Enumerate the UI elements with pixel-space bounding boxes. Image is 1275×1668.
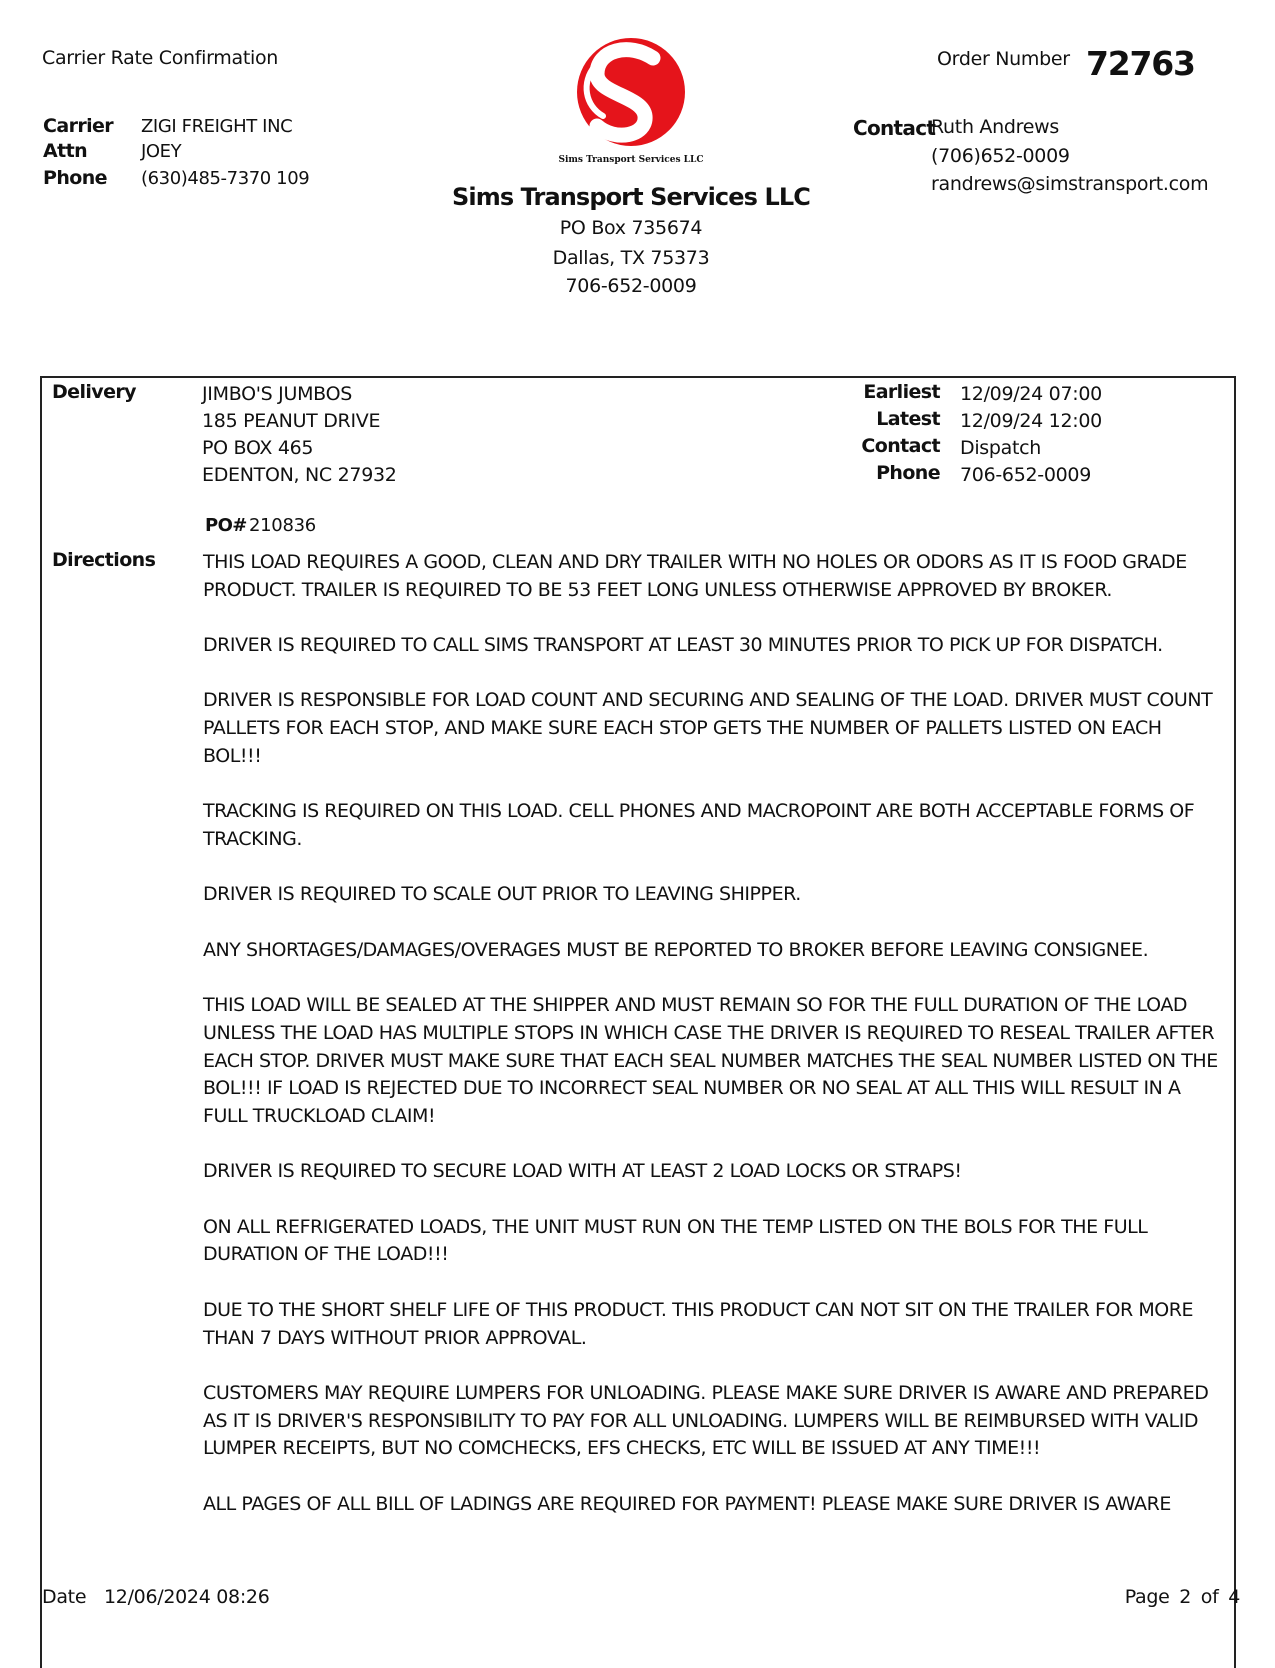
page-number: Page 2 of 4 — [1124, 1586, 1240, 1608]
delivery-contact-label: Contact — [861, 435, 940, 457]
delivery-name: JIMBO'S JUMBOS — [202, 383, 352, 405]
latest-time: 12/09/24 12:00 — [960, 410, 1102, 432]
carrier-phone-label: Phone — [43, 167, 107, 189]
delivery-address-line3: EDENTON, NC 27932 — [202, 464, 397, 486]
delivery-phone-label: Phone — [876, 462, 940, 484]
directions-paragraph: THIS LOAD WILL BE SEALED AT THE SHIPPER AND MUST REMAIN SO FOR THE FULL DURATION OF THE LOAD UNLESS THE LOAD HAS MULTIPLE STOPS IN WHICH CASE THE DRIVER IS REQUIRED TO RESEAL TRAILER AFTER EACH STOP. DRIVER MUST MAKE SURE THAT EACH SEAL NUMBER MATCHES THE SEAL NUMBER LISTED ON THE BOL!!! IF LOAD IS REJECTED DUE TO INCORRECT SEAL NUMBER OR NO SEAL AT ALL THIS WILL RESULT IN A FULL TRUCKLOAD CLAIM! — [203, 994, 1218, 1127]
carrier-phone: (630)485-7370 109 — [141, 168, 310, 189]
directions-paragraph: DUE TO THE SHORT SHELF LIFE OF THIS PRODUCT. THIS PRODUCT CAN NOT SIT ON THE TRAILER FOR MORE THAN 7 DAYS WITHOUT PRIOR APPROVAL. — [203, 1298, 1194, 1349]
company-name: Sims Transport Services LLC — [452, 183, 810, 211]
order-number: 72763 — [1086, 44, 1195, 83]
footer-date: 12/06/2024 08:26 — [104, 1586, 270, 1608]
directions-paragraph: CUSTOMERS MAY REQUIRE LUMPERS FOR UNLOADING. PLEASE MAKE SURE DRIVER IS AWARE AND PREPARED AS IT IS DRIVER'S RESPONSIBILITY TO PAY FOR ALL UNLOADING. LUMPERS WILL BE REIMBURSED WITH VALID LUMPER RECEIPTS, BUT NO COMCHECKS, EFS CHECKS, ETC WILL BE ISSUED AT ANY TIME!!! — [203, 1381, 1209, 1460]
po-label: PO# — [205, 515, 247, 536]
directions-paragraph: DRIVER IS REQUIRED TO CALL SIMS TRANSPORT AT LEAST 30 MINUTES PRIOR TO PICK UP FOR DISPATCH. — [203, 634, 1163, 657]
delivery-phone: 706-652-0009 — [960, 464, 1091, 486]
directions-paragraph: TRACKING IS REQUIRED ON THIS LOAD. CELL PHONES AND MACROPOINT ARE BOTH ACCEPTABLE FORMS OF TRACKING. — [203, 800, 1195, 850]
attn-label: Attn — [43, 140, 87, 162]
logo-mark — [577, 38, 685, 146]
company-address-line1: PO Box 735674 — [559, 217, 703, 239]
company-logo — [551, 36, 711, 168]
order-number-label: Order Number — [937, 48, 1070, 70]
latest-label: Latest — [876, 408, 940, 430]
carrier-label: Carrier — [43, 115, 114, 137]
delivery-label: Delivery — [52, 381, 136, 403]
logo-text: Sims Transport Services LLC — [558, 155, 704, 165]
company-address-line2: Dallas, TX 75373 — [552, 247, 710, 269]
directions-text — [203, 549, 1223, 1546]
directions-paragraph: ON ALL REFRIGERATED LOADS, THE UNIT MUST RUN ON THE TEMP LISTED ON THE BOLS FOR THE FULL DURATION OF THE LOAD!!! — [203, 1215, 1148, 1266]
directions-paragraph: ANY SHORTAGES/DAMAGES/OVERAGES MUST BE REPORTED TO BROKER BEFORE LEAVING CONSIGNEE. — [203, 938, 1149, 961]
attn-name: JOEY — [141, 141, 182, 162]
directions-paragraph: DRIVER IS REQUIRED TO SCALE OUT PRIOR TO LEAVING SHIPPER. — [203, 883, 801, 906]
directions-paragraph: THIS LOAD REQUIRES A GOOD, CLEAN AND DRY TRAILER WITH NO HOLES OR ODORS AS IT IS FOOD GRADE PRODUCT. TRAILER IS REQUIRED TO BE 53 FEET LONG UNLESS OTHERWISE APPROVED BY BROKER. — [203, 551, 1187, 601]
earliest-label: Earliest — [863, 381, 940, 403]
carrier-name: ZIGI FREIGHT INC — [141, 116, 293, 137]
contact-label: Contact — [853, 116, 936, 140]
directions-label: Directions — [52, 549, 156, 571]
directions-paragraph: ALL PAGES OF ALL BILL OF LADINGS ARE REQUIRED FOR PAYMENT! PLEASE MAKE SURE DRIVER IS AWARE — [203, 1492, 1171, 1515]
directions-paragraph: DRIVER IS REQUIRED TO SECURE LOAD WITH AT LEAST 2 LOAD LOCKS OR STRAPS! — [203, 1160, 962, 1183]
document-title: Carrier Rate Confirmation — [42, 47, 279, 69]
contact-email[interactable]: randrews@simstransport.com — [931, 173, 1209, 195]
contact-phone: (706)652-0009 — [931, 145, 1070, 167]
delivery-address-line1: 185 PEANUT DRIVE — [202, 410, 381, 432]
po-number: 210836 — [249, 515, 316, 536]
directions-paragraph: DRIVER IS RESPONSIBLE FOR LOAD COUNT AND SECURING AND SEALING OF THE LOAD. DRIVER MUST COUNT PALLETS FOR EACH STOP, AND MAKE SURE EACH STOP GETS THE NUMBER OF PALLETS LISTED ON EACH BOL!!! — [203, 689, 1213, 767]
contact-name: Ruth Andrews — [931, 116, 1059, 138]
earliest-time: 12/09/24 07:00 — [960, 383, 1102, 405]
delivery-address-line2: PO BOX 465 — [202, 437, 314, 459]
footer-date-label: Date — [42, 1586, 87, 1608]
company-phone: 706-652-0009 — [565, 275, 697, 297]
delivery-contact: Dispatch — [960, 437, 1042, 459]
